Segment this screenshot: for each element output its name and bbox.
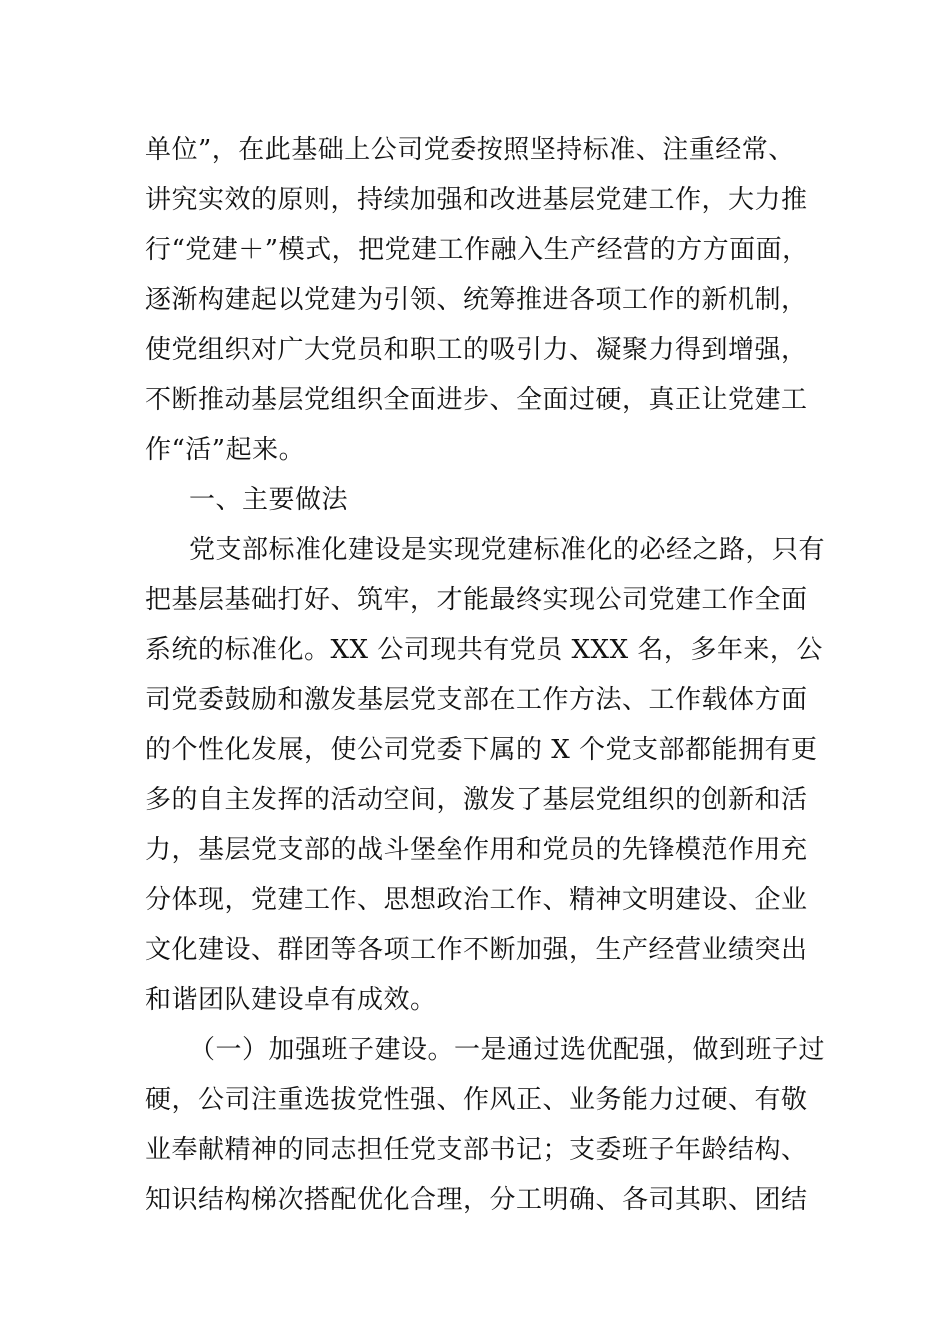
paragraph-line: 系统的标准化。XX 公司现共有党员 XXX 名，多年来，公 — [145, 635, 823, 665]
paragraph-line: 不断推动基层党组织全面进步、全面过硬，真正让党建工 — [145, 385, 808, 415]
paragraph-line: 业奉献精神的同志担任党支部书记；支委班子年龄结构、 — [145, 1135, 808, 1165]
paragraph-line: 逐渐构建起以党建为引领、统筹推进各项工作的新机制， — [145, 285, 808, 315]
paragraph-line: 和谐团队建设卓有成效。 — [145, 985, 437, 1015]
paragraph-line: 知识结构梯次搭配优化合理，分工明确、各司其职、团结 — [145, 1185, 808, 1215]
subsection-line: （一）加强班子建设。一是通过选优配强，做到班子过 — [189, 1035, 826, 1065]
paragraph-line: 文化建设、群团等各项工作不断加强，生产经营业绩突出 — [145, 935, 808, 965]
paragraph-line: 力，基层党支部的战斗堡垒作用和党员的先锋模范作用充 — [145, 835, 808, 865]
paragraph-line: 作“活”起来。 — [145, 435, 306, 465]
paragraph-line: 把基层基础打好、筑牢，才能最终实现公司党建工作全面 — [145, 585, 808, 615]
paragraph-line: 司党委鼓励和激发基层党支部在工作方法、工作载体方面 — [145, 685, 808, 715]
paragraph-line: 硬，公司注重选拔党性强、作风正、业务能力过硬、有敬 — [145, 1085, 808, 1115]
paragraph-line: 的个性化发展，使公司党委下属的 X 个党支部都能拥有更 — [145, 735, 818, 765]
paragraph-line: 多的自主发挥的活动空间，激发了基层党组织的创新和活 — [145, 785, 808, 815]
paragraph-line: 党支部标准化建设是实现党建标准化的必经之路，只有 — [189, 535, 826, 565]
paragraph-line: 行“党建＋”模式，把党建工作融入生产经营的方方面面， — [145, 235, 809, 265]
paragraph-line: 单位”，在此基础上公司党委按照坚持标准、注重经常、 — [145, 135, 795, 165]
section-heading: 一、主要做法 — [189, 485, 349, 515]
paragraph-line: 讲究实效的原则，持续加强和改进基层党建工作，大力推 — [145, 185, 808, 215]
paragraph-line: 分体现，党建工作、思想政治工作、精神文明建设、企业 — [145, 885, 808, 915]
paragraph-line: 使党组织对广大党员和职工的吸引力、凝聚力得到增强， — [145, 335, 808, 365]
